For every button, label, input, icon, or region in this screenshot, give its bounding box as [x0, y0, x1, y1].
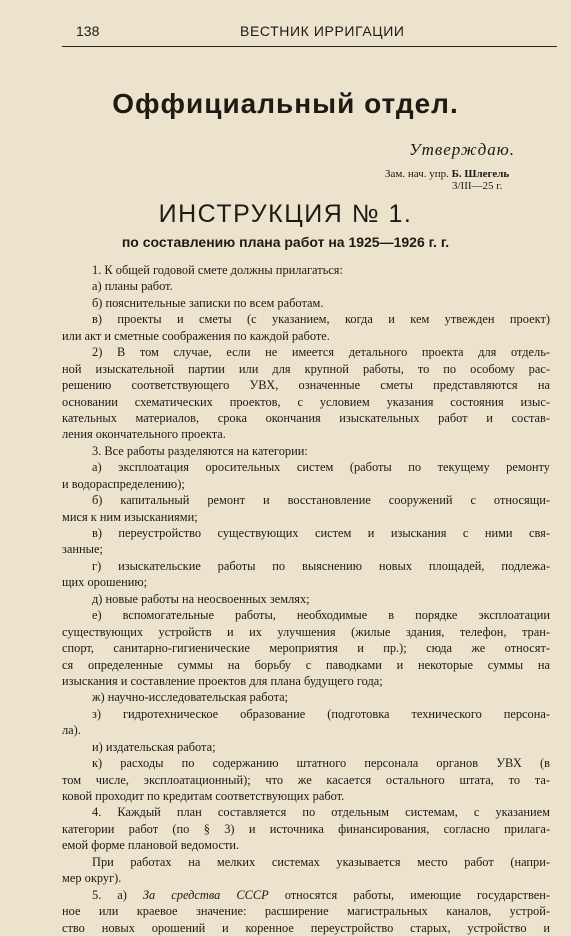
body-line: б) капитальный ремонт и восстановление сооружений с относящи- — [92, 493, 550, 508]
body-line: занные; — [62, 542, 103, 557]
body-line: ное или краевое значение: расширение магистральных каналов, устрой- — [62, 904, 550, 919]
body-line: д) новые работы на неосвоенных землях; — [92, 591, 310, 606]
line-remainder: относятся работы, имеющие государствен- — [284, 887, 550, 902]
body-line: При работах на мелких системах указывается место работ (напри- — [92, 854, 550, 869]
body-line: щих орошению; — [62, 575, 148, 590]
body-line: ство новых орошений и коренное переустройство старых, устройство и — [62, 920, 550, 935]
section-title: Оффициальный отдел. — [112, 88, 459, 119]
body-line: изыскания и составление проектов для плана будущего года; — [62, 673, 383, 688]
body-line: том числе, эксплоатационный); что же касается остального штата, то та- — [62, 772, 550, 787]
body-line: в) проекты и сметы (с указанием, когда и кем утвежден проект) — [92, 312, 550, 327]
body-line: решению соответствующего УВХ, означенные сметы представляются на — [62, 378, 550, 393]
body-line: мися к ним изысканиями; — [62, 509, 198, 524]
body-line: а) эксплоатация оросительных систем (работы по текущему ремонту — [92, 460, 550, 475]
body-line: в) переустройство существующих систем и изыскания с ними свя- — [92, 526, 550, 540]
body-line: 4. Каждый план составляется по отдельным системам, с указанием — [92, 805, 550, 820]
body-line: ковой проходит по кредитам соответствующих работ. — [62, 789, 345, 803]
body-line: а) планы работ. — [92, 279, 173, 294]
approval-label: Утверждаю. — [409, 140, 515, 159]
body-line: ления окончательного проекта. — [62, 427, 226, 442]
body-line: основании схематических проектов, с условием указания состояния изыс- — [62, 394, 550, 409]
document-title: ИНСТРУКЦИЯ № 1. — [158, 200, 413, 228]
body-line: е) вспомогательные работы, необходимые в порядке эксплоатации — [92, 608, 550, 623]
journal-title: ВЕСТНИК ИРРИГАЦИИ — [240, 23, 405, 39]
document-subtitle: по составлению плана работ на 1925—1926 г. г. — [121, 234, 450, 250]
body-line: или акт и сметные соображения по каждой работе. — [62, 328, 330, 343]
body-line: г) изыскательские работы по выяснению новых площадей, подлежа- — [92, 558, 550, 573]
body-line: спорт, санитарно-гигиенические мероприятия и пр.); сюда же относят- — [62, 641, 550, 656]
italic-phrase: За средства СССР — [142, 887, 269, 902]
body-line: ж) научно-исследовательская работа; — [92, 690, 289, 705]
body-line: кательных материалов, срока окончания изыскательных работ и состав- — [62, 410, 550, 425]
signer-position: Зам. нач. упр. — [385, 168, 449, 180]
body-line: 3. Все работы разделяются на категории: — [92, 443, 308, 458]
approval-date: 3/III—25 г. — [452, 180, 503, 192]
body-line: ла). — [62, 723, 81, 738]
body-line: и) издательская работа; — [92, 739, 216, 754]
body-line: емой форме плановой ведомости. — [62, 838, 240, 853]
body-line: б) пояснительные записки по всем работам. — [92, 295, 324, 310]
body-line: и водораспределению); — [62, 476, 185, 491]
signer-name: Б. Шлегель — [451, 168, 510, 180]
item-number: 5. а) — [92, 887, 127, 902]
body-line: ной изыскательной партии или для крупной работы, то по особому рас- — [62, 361, 550, 376]
running-header — [62, 20, 557, 47]
body-line — [62, 887, 550, 903]
body-line: 2) В том случае, если не имеется детального проекта для отдель- — [92, 345, 550, 360]
body-line: 1. К общей годовой смете должны прилагаться: — [92, 263, 343, 277]
body-line: мер округ). — [62, 871, 122, 886]
page-number: 138 — [76, 23, 100, 39]
instruction-body — [62, 262, 550, 936]
body-line: категории работ (по § 3) и источника финансирования, согласно прилага- — [62, 821, 550, 836]
body-line: к) расходы по содержанию штатного персонала органов УВХ (в — [92, 756, 550, 771]
body-line: ся определенные суммы на борьбу с паводками и некоторые суммы на — [62, 657, 550, 672]
signer-line — [385, 168, 509, 180]
body-line: з) гидротехническое образование (подготовка технического персона- — [92, 706, 550, 721]
body-line: существующих устройств и их улучшения (жилые здания, телефон, тран- — [62, 624, 550, 639]
